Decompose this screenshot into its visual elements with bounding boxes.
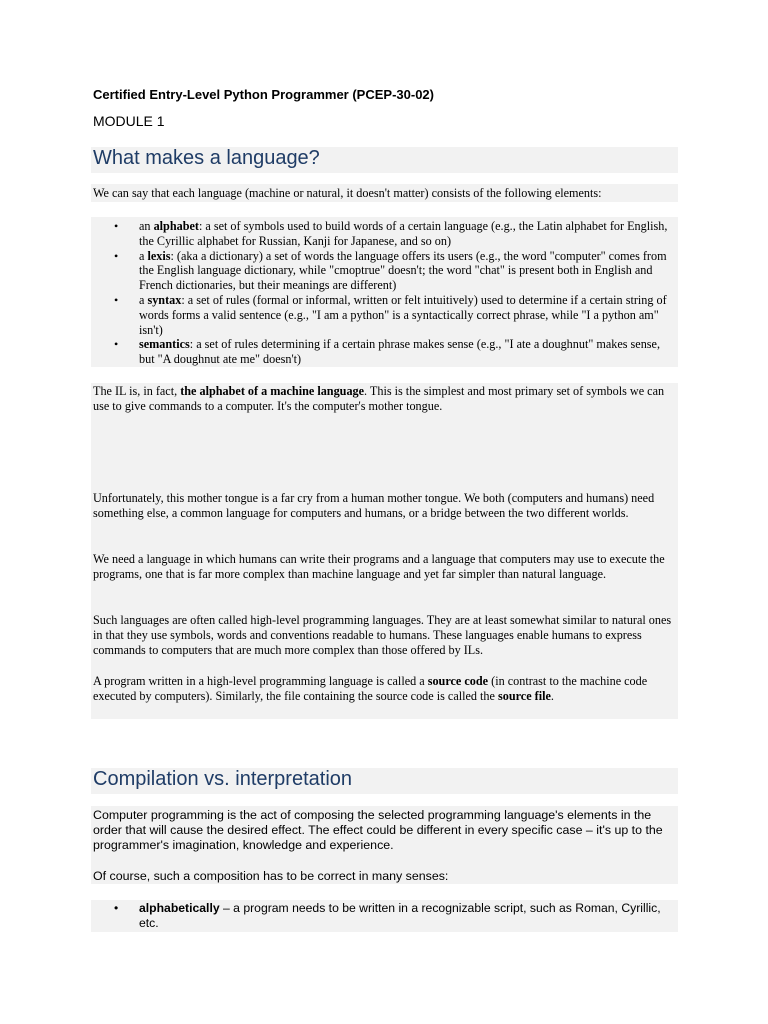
- bullet-icon: •: [114, 219, 119, 233]
- paragraph-composition: Of course, such a composition has to be correct in many senses:: [93, 869, 449, 883]
- list-item: • a syntax: a set of rules (formal or informal, written or felt intuitively) used to determine if a certain string of words forms a valid sentence (e.g., "I am a python" is a syntactically correct phrase, while "I a python am" isn't): [114, 292, 667, 337]
- intro-paragraph: We can say that each language (machine or natural, it doesn't matter) consists of the following elements:: [93, 186, 602, 200]
- bullet-icon: •: [114, 337, 119, 352]
- paragraph-source-code: A program written in a high-level programming language is called a source code (in contrast to the machine code executed by computers). Similarly, the file containing the source code is called the source file.: [93, 674, 648, 703]
- module-label: MODULE 1: [93, 113, 165, 129]
- section-heading-compilation: Compilation vs. interpretation: [93, 768, 353, 790]
- bullet-icon: •: [114, 292, 119, 307]
- term-lexis: lexis: [147, 248, 171, 263]
- list-item: • an alphabet: a set of symbols used to build words of a certain language (e.g., the Latin alphabet for English, the Cyrillic alphabet for Russian, Kanji for Japanese, and so on): [114, 219, 668, 248]
- term-source-file: source file: [497, 688, 551, 703]
- body-shade: [91, 383, 678, 719]
- correctness-list: [93, 901, 677, 931]
- list-item: • a lexis: (aka a dictionary) a set of words the language offers its users (e.g., the word "computer" comes from the English language dictionary, while "cmoptrue" doesn't; the word "chat" is present both in English and French dictionaries, but their meanings are different): [114, 248, 667, 293]
- paragraph-programming: Computer programming is the act of composing the selected programming language's elements in the order that will cause the desired effect. The effect could be different in every specific case – it's up to the programmer's imagination, knowledge and experience.: [93, 808, 663, 852]
- term-semantics: semantics: [139, 337, 190, 352]
- il-emphasis: the alphabet of a machine language: [180, 384, 365, 398]
- section-heading-language: What makes a language?: [93, 147, 320, 169]
- paragraph-high-level: Such languages are often called high-level programming languages. They are at least somewhat similar to natural ones in that they use symbols, words and conventions readable to humans. These languages enable humans to express commands to computers that are much more complex than those offered by ILs.: [93, 613, 672, 657]
- il-paragraph: The IL is, in fact, the alphabet of a machine language. This is the simplest and most primary set of symbols we can use to give commands to a computer. It's the computer's mother tongue.: [93, 384, 665, 413]
- term-source-code: source code: [427, 674, 489, 688]
- bullet-icon: •: [114, 248, 119, 263]
- bullet-icon: •: [114, 901, 119, 915]
- document-title: Certified Entry-Level Python Programmer (PCEP-30-02): [93, 87, 434, 102]
- paragraph-need-language: We need a language in which humans can write their programs and a language that computers may use to execute the programs, one that is far more complex than machine language and yet far simpler than natural language.: [93, 552, 665, 581]
- list-item: • alphabetically – a program needs to be written in a recognizable script, such as Roman, Cyrillic, etc.: [114, 901, 661, 930]
- list-item: • semantics: a set of rules determining if a certain phrase makes sense (e.g., "I ate a doughnut" makes sense, but "A doughnut ate me" doesn't): [114, 337, 660, 367]
- term-alphabet: alphabet: [153, 219, 199, 233]
- term-alphabetically: alphabetically: [139, 901, 220, 915]
- language-elements-list: [93, 219, 677, 367]
- paragraph-mother-tongue: Unfortunately, this mother tongue is a far cry from a human mother tongue. We both (computers and humans) need something else, a common language for computers and humans, or a bridge between the two different worlds.: [93, 491, 655, 520]
- term-syntax: syntax: [147, 292, 182, 307]
